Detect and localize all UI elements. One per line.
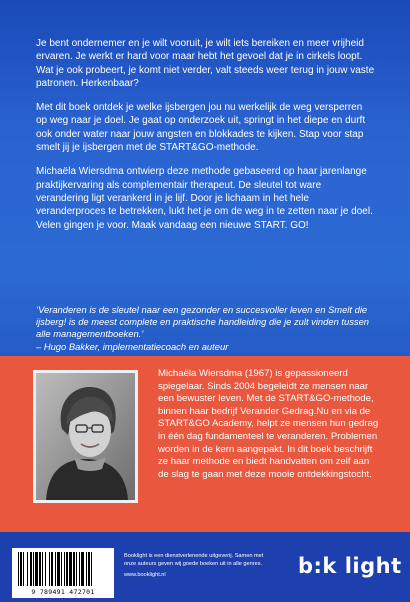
author-section	[0, 356, 410, 532]
quote-part-1: ‘Veranderen is de sleutel naar een gezonder en succesvoller leven en	[36, 304, 329, 315]
barcode-bar	[88, 552, 90, 586]
barcode-bar	[42, 552, 43, 586]
barcode-bar	[66, 552, 68, 586]
barcode-bar	[69, 552, 72, 586]
blurb-paragraph-3: Michaëla Wiersdma ontwierp deze methode gebaseerd op haar jarenlange praktijkervaring als complementair therapeut. De sleutel tot ware verandering ligt verankerd in je lijf. Door je lichaam in het hele veranderproces te betrekken, lukt het je om de weg in te zetten naar je doel. Velen gingen je voor. Maak vandaag een nieuwe START. GO!	[36, 166, 373, 231]
booklight-logo: b:k light	[298, 554, 402, 578]
barcode-bar	[91, 552, 92, 586]
barcode-bars	[12, 548, 114, 588]
publisher-description: Booklight is een dienstverlenende uitgeverij. Samen met onze auteurs geven wij goede boeken uit in alle genres.	[124, 553, 264, 567]
author-bio: Michaëla Wiersdma (1967) is gepassioneerd spiegelaar. Sinds 2004 begeleidt ze mensen naar een bewuster leven. Met de START&GO-methode, binnen haar bedrijf Verander Gedrag.Nu en via de START&GO Academy, helpt ze mensen hun gedrag in één dag fundamenteel te veranderen. Problemen worden in de kern aangepakt. In dit boek beschrijft ze haar methode en biedt handvatten om zelf aan de slag te gaan met deze mooie ontdekkingstocht.	[158, 368, 379, 480]
barcode-bar	[73, 552, 75, 586]
isbn-number: 9 789491 472701	[31, 588, 95, 596]
blurb-paragraph-1: Je bent ondernemer en je wilt vooruit, je wilt iets bereiken en meer vrijheid ervaren. Je werkt er hard voor maar hebt het gevoel dat je in cirkels loopt. Wat je ook probeert, je komt niet verder, valt steeds weer terug in jouw vaste patronen. Herkenbaar?	[36, 38, 375, 89]
publisher-website: www.booklight.nl	[124, 572, 166, 578]
barcode-bar	[39, 552, 41, 586]
quote-book-title: Smelt die ijsberg!	[36, 304, 368, 328]
author-photo	[33, 370, 138, 503]
barcode-bar	[35, 552, 38, 586]
barcode-bar	[86, 552, 87, 586]
barcode-bar	[18, 552, 19, 586]
quote-text	[36, 304, 376, 341]
barcode-bar	[51, 552, 53, 586]
barcode-bar	[55, 552, 56, 586]
barcode-bar	[57, 552, 60, 586]
barcode-bar	[30, 552, 32, 586]
barcode-bar	[33, 552, 34, 586]
barcode-bar	[76, 552, 77, 586]
barcode-bar	[64, 552, 65, 586]
quote-attribution: – Hugo Bakker, implementatiecoach en auteur	[36, 340, 229, 352]
publisher-strip	[0, 532, 410, 602]
publisher-info	[124, 552, 274, 582]
barcode-bar	[61, 552, 62, 586]
barcode-bar	[23, 552, 24, 586]
blurb-text	[36, 37, 376, 243]
barcode-bar	[45, 552, 46, 586]
barcode-bar	[81, 552, 84, 586]
barcode-bar	[49, 552, 50, 586]
isbn-barcode	[12, 548, 114, 598]
barcode-bar	[79, 552, 80, 586]
author-portrait-image	[36, 373, 135, 500]
quote-part-2: is de meest complete en praktische handleiding die je zult vinden tussen alle managementboeken.’	[36, 316, 370, 340]
blurb-paragraph-2: Met dit boek ontdek je welke ijsbergen jou nu werkelijk de weg versperren op weg naar je doel. Je gaat op onderzoek uit, springt in het diepe en durft ook onder water naar jouw angsten en blokkades te kijken. Stap voor stap smelt jij je ijsbergen met de START&GO-methode.	[36, 102, 366, 154]
barcode-bar	[20, 552, 22, 586]
testimonial-quote	[36, 304, 376, 353]
barcode-bar	[27, 552, 28, 586]
